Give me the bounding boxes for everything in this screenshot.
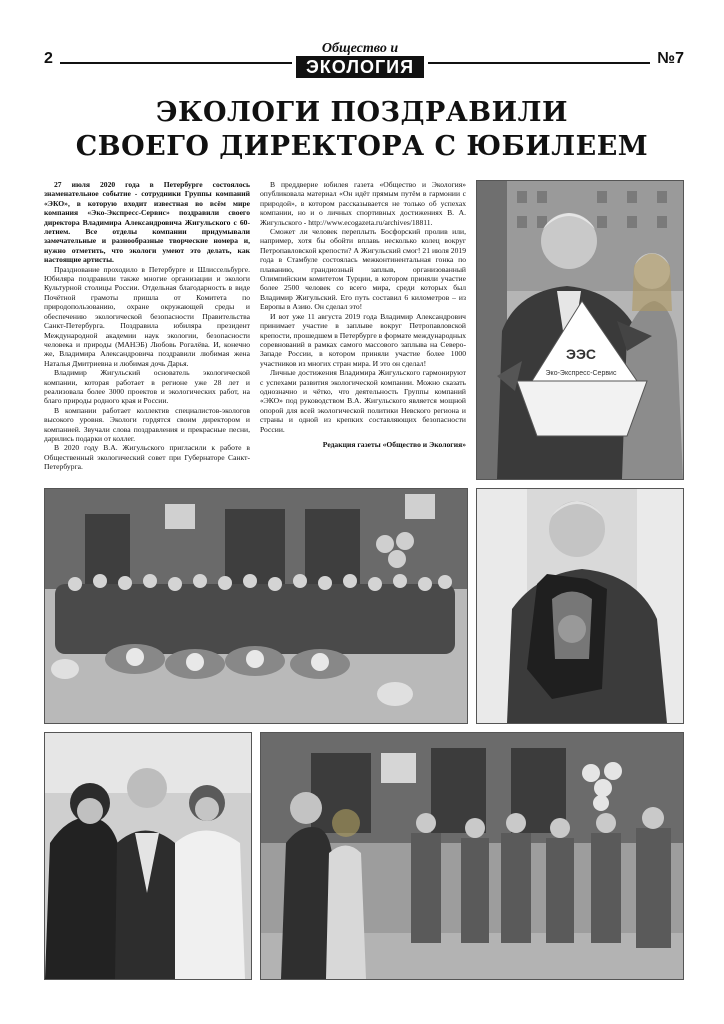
header-rule-right [428, 62, 650, 64]
page-header [0, 0, 724, 82]
photo-team-group [44, 488, 468, 724]
logo-bottom-text: ЭКОЛОГИЯ [296, 56, 424, 78]
photo-singing-performance [44, 732, 252, 980]
issue-number: №7 [657, 50, 684, 67]
article-paragraph: В компании работает коллектив специалистов-экологов высокого уровня. Экологи гордятся своим директором и компанией. Звучали слова поздравления и прекрасные песни, дарились подарки от коллег. [44, 405, 250, 443]
article-paragraph: Владимир Жигульский основатель экологической компании, которая работает в регионе уже 28 лет и реализовала более 3000 проектов и экологических работ, на благо природы родного края и России. [44, 368, 250, 406]
header-rule-left [60, 62, 292, 64]
newspaper-logo [296, 42, 424, 78]
article-paragraph: В преддверие юбилея газета «Общество и Экология» опубликовала материал «Он идёт прямым путём в гармонии с природой», в котором рассказывается не только об успехах компании, но и о личных спортивных достижениях В. А. Жигульского - http://www.ecogazeta.ru/archives/18811. [260, 180, 466, 227]
boat-logo-text: ЭЭС [565, 346, 597, 362]
photo-courtyard-celebration [260, 732, 684, 980]
article-paragraph: Личные достижения Владимира Жигульского гармонируют с успехами развития экологической компании. Можно сказать однозначно и чётко, что деятельность Группы компаний «ЭКО» под руководством В.А. Жигульского является мощной опорой для всей экологической политики Невского региона и страны и одной из крепких составляющих безопасности России. [260, 368, 466, 434]
photo-director-with-boat [476, 180, 684, 480]
article-signature: Редакция газеты «Общество и Экология» [322, 439, 466, 449]
article-lead: 27 июля 2020 года в Петербурге состоялось знаменательное событие - сотрудники Группы компаний «ЭКО», в которую входит известная во всём мире компания «Эко-Экспресс-Сервис» поздравили своего директора Владимира Александровича Жигульского с 60-летием. Все отделы компании придумывали замечательные и разнообразные творческие номера и, нужно отметить, что экологи умеют это делать, как настоящие артисты. [44, 180, 250, 265]
boat-caption-text: Эко-Экспресс-Сервис [545, 370, 617, 377]
article-title-line2: СВОЕГО ДИРЕКТОРА С ЮБИЛЕЕМ [75, 131, 649, 162]
article-paragraph: Празднование проходило в Петербурге и Шлиссельбурге. Юбиляра поздравили также многие организации и экологи Культурной столицы России. Отдельная благодарность в виде Почётной грамоты пришла от Комитета по природопользованию, охране окружающей среды и обеспечению экологической безопасности Правительства Санкт-Петербурга. Поздравила юбиляра президент Международной академии наук экологии, безопасности человека и природы (МАНЭБ) Любовь Рогалёва. И, конечно же, Владимира Александровича поздравили любимая жена Наталья Дмитриевна и любимая дочь Дарья. [44, 264, 250, 368]
logo-top-text: Общество и [321, 41, 399, 56]
article-column-1 [44, 180, 250, 472]
article-title [40, 96, 684, 164]
page-number: 2 [44, 50, 53, 67]
article-paragraph: И вот уже 11 августа 2019 года Владимир Александрович принимает участие в заплыве вокруг Петропавловской крепости, прошедшем в Петербурге в формате международных соревнований в рамках самого массового заплыва на Северо-Западе России, в котором приняли участие более 1000 участников из многих стран мира. И это он сделал! [260, 311, 466, 368]
photo-director-with-emblem [476, 488, 684, 724]
article-title-line1: ЭКОЛОГИ ПОЗДРАВИЛИ [155, 97, 568, 128]
article-column-2 [260, 180, 466, 449]
article-paragraph: Сможет ли человек переплыть Босфорский пролив или, например, хотя бы обойти вплавь несколько колец вокруг Петропавловской крепости? А Жигульский смог! 21 июля 2019 года в Стамбуле состоялась межконтинентальная гонка по плаванию, грандиозный заплыв, организованный Олимпийским комитетом Турции, в котором приняли участие более 2500 человек со всего мира, среди которых был Владимир Жигульский. Его путь составил 6 километров – из Европы в Азию. Он сделал это! [260, 227, 466, 312]
article-paragraph: В 2020 году В.А. Жигульского пригласили к работе в Общественный экологический совет при Губернаторе Санкт-Петербурга. [44, 443, 250, 472]
